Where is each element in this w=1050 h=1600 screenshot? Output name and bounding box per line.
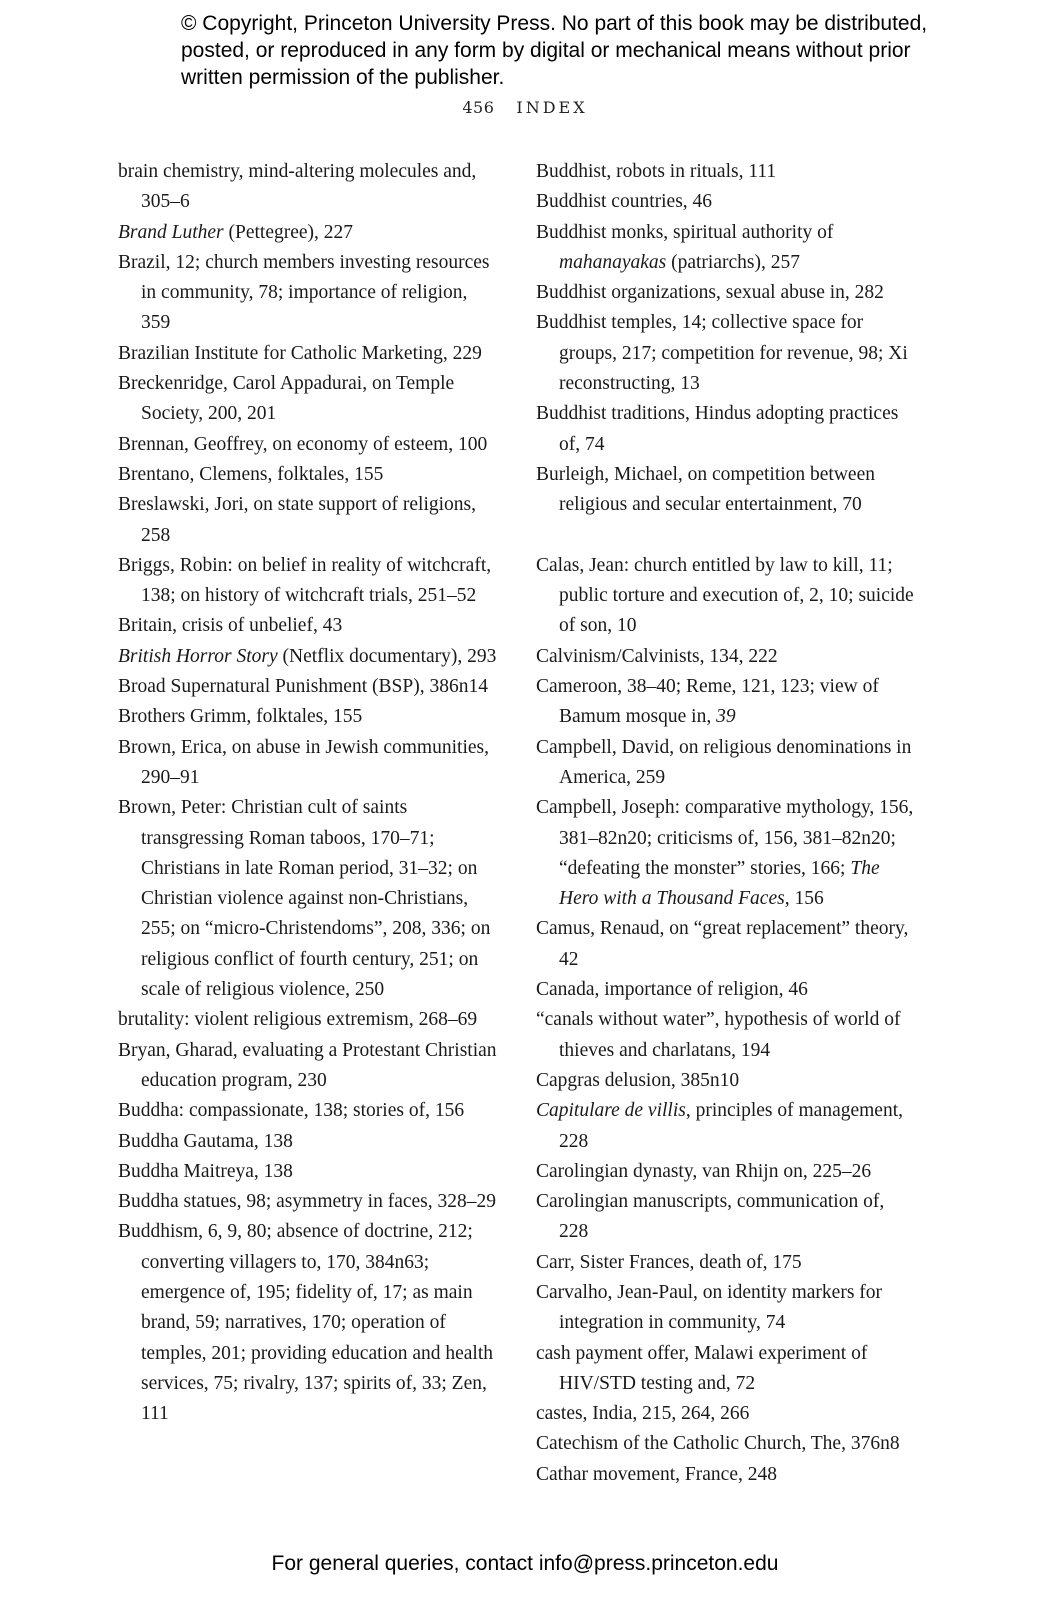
index-column-left bbox=[118, 157, 498, 1429]
index-entry: Brothers Grimm, folktales, 155 bbox=[118, 706, 363, 728]
index-entry: Brand Luther (Pettegree), 227 bbox=[118, 221, 354, 243]
index-entry: Bryan, Gharad, evaluating a Protestant Christian education program, 230 bbox=[118, 1039, 497, 1091]
index-entry: brain chemistry, mind-altering molecules and, 305–6 bbox=[118, 161, 477, 213]
index-entry: Broad Supernatural Punishment (BSP), 386n14 bbox=[118, 676, 488, 698]
copyright-notice: © Copyright, Princeton University Press. No part of this book may be distributed, posted, or reproduced in any form by digital or mechanical means without prior written permission of the publisher. bbox=[181, 12, 928, 89]
letter-section-gap bbox=[536, 521, 916, 551]
index-entry: Buddha: compassionate, 138; stories of, 156 bbox=[118, 1100, 465, 1122]
index-entry: Buddhist organizations, sexual abuse in, 282 bbox=[536, 282, 884, 304]
running-head bbox=[0, 98, 1050, 117]
index-entry: Brazil, 12; church members investing resources in community, 78; importance of religion, 359 bbox=[118, 251, 490, 334]
page-number: 456 bbox=[462, 98, 495, 117]
index-entry: castes, India, 215, 264, 266 bbox=[536, 1403, 750, 1425]
index-entry: Capitulare de villis, principles of management, 228 bbox=[536, 1100, 903, 1152]
section-title: INDEX bbox=[516, 98, 588, 117]
index-entry: Campbell, David, on religious denominations in America, 259 bbox=[536, 736, 912, 788]
index-entry: Canada, importance of religion, 46 bbox=[536, 979, 808, 1001]
index-entry: Cameroon, 38–40; Reme, 121, 123; view of Bamum mosque in, 39 bbox=[536, 676, 879, 728]
index-entry: Breslawski, Jori, on state support of religions, 258 bbox=[118, 494, 476, 546]
index-entry: Buddhist countries, 46 bbox=[536, 191, 713, 213]
index-entry: British Horror Story (Netflix documentary), 293 bbox=[118, 645, 497, 667]
index-entry: Calas, Jean: church entitled by law to kill, 11; public torture and execution of, 2, 10; suicide of son, 10 bbox=[536, 554, 914, 637]
index-entry: Buddhism, 6, 9, 80; absence of doctrine, 212; converting villagers to, 170, 384n63; emergence of, 195; fidelity of, 17; as main brand, 59; narratives, 170; operation of temples, 201; providing education and health services, 75; rivalry, 137; spirits of, 33; Zen, 111 bbox=[118, 1221, 493, 1425]
index-entry: cash payment offer, Malawi experiment of HIV/STD testing and, 72 bbox=[536, 1342, 868, 1394]
index-entry: Briggs, Robin: on belief in reality of witchcraft, 138; on history of witchcraft trials, 251–52 bbox=[118, 554, 492, 607]
index-entry: Brentano, Clemens, folktales, 155 bbox=[118, 463, 384, 485]
index-entry: Buddha statues, 98; asymmetry in faces, 328–29 bbox=[118, 1191, 497, 1213]
index-entry: Carolingian dynasty, van Rhijn on, 225–26 bbox=[536, 1160, 872, 1182]
index-entry: Burleigh, Michael, on competition between religious and secular entertainment, 70 bbox=[536, 463, 875, 516]
index-entry: Camus, Renaud, on “great replacement” theory, 42 bbox=[536, 918, 909, 970]
index-entry: Breckenridge, Carol Appadurai, on Temple Society, 200, 201 bbox=[118, 373, 455, 425]
index-entry: Brown, Erica, on abuse in Jewish communities, 290–91 bbox=[118, 736, 489, 788]
index-entry: Britain, crisis of unbelief, 43 bbox=[118, 615, 343, 637]
index-entry: Brown, Peter: Christian cult of saints transgressing Roman taboos, 170–71; Christians in late Roman period, 31–32; on Christian violence against non-Christians, 255; on “micro-Christendoms”, 208, 336; on religious conflict of fourth century, 251; on scale of religious violence, 250 bbox=[118, 797, 491, 1001]
index-entry: Cathar movement, France, 248 bbox=[536, 1463, 777, 1485]
index-entry: Buddha Maitreya, 138 bbox=[118, 1160, 293, 1182]
index-entry: Catechism of the Catholic Church, The, 376n8 bbox=[536, 1433, 900, 1455]
index-entry: Buddhist monks, spiritual authority of mahanayakas (patriarchs), 257 bbox=[536, 221, 834, 273]
index-entry: Brennan, Geoffrey, on economy of esteem, 100 bbox=[118, 433, 488, 455]
index-entry: Capgras delusion, 385n10 bbox=[536, 1069, 740, 1091]
index-entry: Calvinism/Calvinists, 134, 222 bbox=[536, 645, 778, 667]
index-entry: Buddhist traditions, Hindus adopting practices of, 74 bbox=[536, 403, 899, 455]
index-entry: Carolingian manuscripts, communication of, 228 bbox=[536, 1191, 885, 1243]
index-entry: Carvalho, Jean-Paul, on identity markers for integration in community, 74 bbox=[536, 1281, 883, 1334]
index-entry: Buddhist, robots in rituals, 111 bbox=[536, 161, 777, 182]
index-entry: Buddhist temples, 14; collective space for groups, 217; competition for revenue, 98; Xi reconstructing, 13 bbox=[536, 312, 908, 395]
index-column-right bbox=[536, 157, 916, 1490]
index-entry: brutality: violent religious extremism, 268–69 bbox=[118, 1009, 478, 1031]
index-entry: Campbell, Joseph: comparative mythology, 156, 381–82n20; criticisms of, 156, 381–82n20; “defeating the monster” stories, 166; The Hero with a Thousand Faces, 156 bbox=[536, 797, 914, 910]
index-entry: “canals without water”, hypothesis of world of thieves and charlatans, 194 bbox=[536, 1009, 901, 1061]
contact-footer: For general queries, contact info@press.princeton.edu bbox=[271, 1552, 779, 1575]
index-entry: Brazilian Institute for Catholic Marketing, 229 bbox=[118, 342, 482, 364]
index-entry: Carr, Sister Frances, death of, 175 bbox=[536, 1251, 802, 1273]
index-entry: Buddha Gautama, 138 bbox=[118, 1130, 293, 1152]
